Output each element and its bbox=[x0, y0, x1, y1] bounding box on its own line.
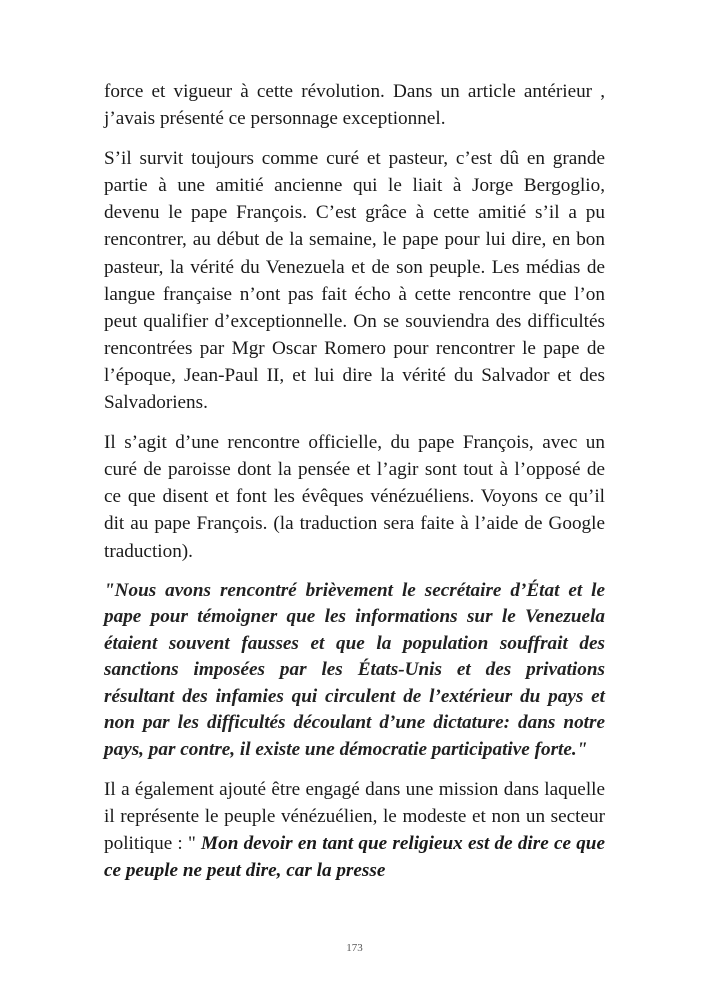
closing-quote: Mon devoir en tant que religieux est de dire ce que ce peuple ne peut dire, car la presse bbox=[104, 833, 605, 882]
page-number: 173 bbox=[346, 942, 363, 954]
paragraph-bergoglio: S’il survit toujours comme curé et pasteur, c’est dû en grande partie à une amitié ancienne qui le liait à Jorge Bergoglio, devenu le pape François. C’est grâce à cette amitié s’il a pu rencontrer, au début de la semaine, le pape pour lui dire, en bon pasteur, la vérité du Venezuela et de son peuple. Les médias de langue française n’ont pas fait écho à cette rencontre que l’on peut qualifier d’exceptionnelle. On se souviendra des difficultés rencontrées par Mgr Oscar Romero pour rencontrer le pape de l’époque, Jean-Paul II, et lui dire la vérité du Salvador et des Salvadoriens. bbox=[104, 148, 605, 414]
paragraph-official-meeting: Il s’agit d’une rencontre officielle, du pape François, avec un curé de paroisse dont la pensée et l’agir sont tout à l’opposé de ce que disent et font les évêques vénézuéliens. Voyons ce qu’il dit au pape François. (la traduction sera faite à l’aide de Google traduction). bbox=[104, 432, 605, 562]
paragraph-closing bbox=[104, 776, 605, 884]
block-quote: "Nous avons rencontré brièvement le secrétaire d’État et le pape pour témoigner que les informations sur le Venezuela étaient souvent fausses et que la population souffrait des sanctions imposées par les États-Unis et des privations résultant des infamies qui circulent de l’extérieur du pays et non par les difficultés découlant d’une dictature: dans notre pays, par contre, il existe une démocratie participative forte." bbox=[104, 579, 605, 760]
paragraph-intro: force et vigueur à cette révolution. Dans un article antérieur , j’avais présenté ce personnage exceptionnel. bbox=[104, 81, 605, 130]
closing-text: Il a également ajouté être engagé dans une mission dans laquelle il représente le peuple vénézuélien, le modeste et non un secteur politique : " bbox=[104, 779, 605, 855]
page-body bbox=[104, 78, 605, 897]
